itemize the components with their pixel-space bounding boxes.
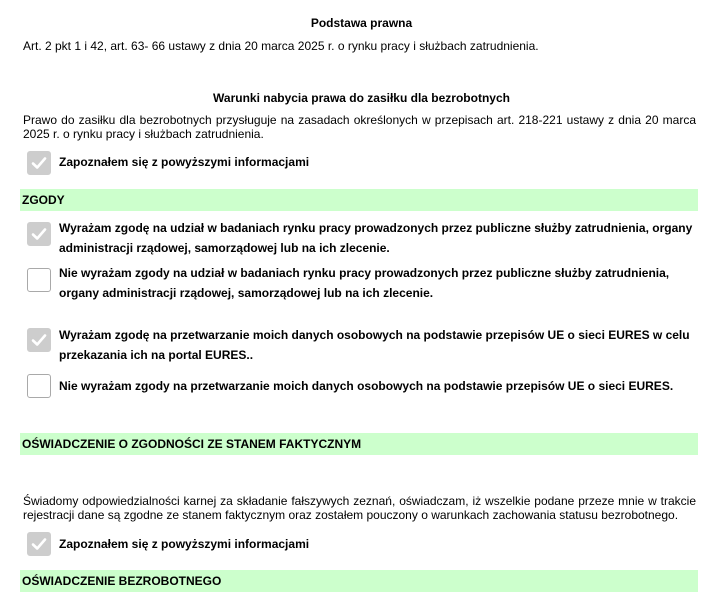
declaration-ack-label: Zapoznałem się z powyższymi informacjami — [59, 537, 310, 551]
consent-research-yes-label: Wyrażam zgodę na udział w badaniach rynku pracy prowadzonych przez publiczne służby zatrudnienia, organy administracji rządowej, samorządowej lub na ich zlecenie. — [59, 221, 693, 255]
conditions-ack-checkbox[interactable] — [27, 151, 51, 175]
consent-research-no-label: Nie wyrażam zgody na udział w badaniach rynku pracy prowadzonych przez publiczne służby zatrudnienia, organy administracji rządowej, samorządowej lub na ich zlecenie. — [59, 266, 670, 300]
conditions-ack-label: Zapoznałem się z powyższymi informacjami — [59, 155, 310, 169]
checkmark-icon — [30, 225, 48, 243]
consent-eures-no-checkbox[interactable] — [27, 374, 51, 398]
consent-eures-no-label: Nie wyrażam zgody na przetwarzanie moich danych osobowych na podstawie przepisów UE o sieci EURES. — [59, 379, 674, 393]
checkmark-icon — [30, 154, 48, 172]
legal-basis-text: Art. 2 pkt 1 i 42, art. 63- 66 ustawy z dnia 20 marca 2025 r. o rynku pracy i służbach zatrudnienia. — [23, 39, 539, 53]
checkmark-icon — [30, 331, 48, 349]
unemployed-declaration-section-header: OŚWIADCZENIE BEZROBOTNEGO — [20, 570, 698, 592]
consents-section-header: ZGODY — [20, 189, 698, 211]
consent-eures-yes-label: Wyrażam zgodę na przetwarzanie moich danych osobowych na podstawie przepisów UE o sieci EURES w celu przekazania ich na portal EURES.. — [59, 328, 690, 362]
consent-eures-yes-checkbox[interactable] — [27, 328, 51, 352]
declaration-text: Świadomy odpowiedzialności karnej za składanie fałszywych zeznań, oświadczam, iż wszelkie podane przeze mnie w trakcie rejestracji dane są zgodne ze stanem faktycznym oraz zostałem pouczony o warunkach zachowania statusu bezrobotnego. — [23, 494, 696, 522]
conditions-text: Prawo do zasiłku dla bezrobotnych przysługuje na zasadach określonych w przepisach art. 218-221 ustawy z dnia 20 marca 2025 r. o rynku pracy i służbach zatrudnienia. — [23, 113, 696, 141]
consent-research-yes-checkbox[interactable] — [27, 222, 51, 246]
checkmark-icon — [30, 535, 48, 553]
legal-basis-title: Podstawa prawna — [310, 16, 413, 30]
consent-research-no-checkbox[interactable] — [27, 268, 51, 292]
declaration-section-header: OŚWIADCZENIE O ZGODNOŚCI ZE STANEM FAKTYCZNYM — [20, 433, 698, 455]
declaration-ack-checkbox[interactable] — [27, 532, 51, 556]
conditions-title: Warunki nabycia prawa do zasiłku dla bezrobotnych — [213, 91, 510, 105]
